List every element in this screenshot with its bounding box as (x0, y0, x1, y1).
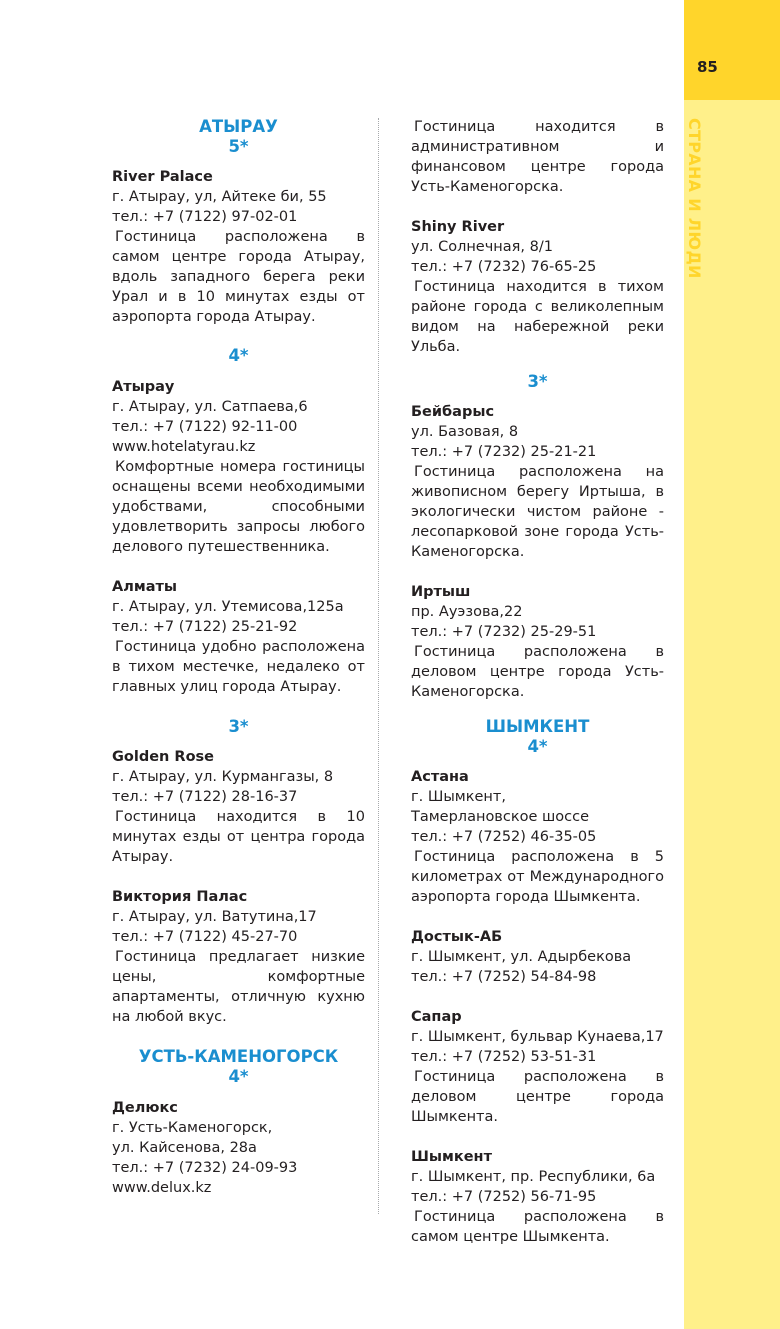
hotel-name: Бейбарыс (411, 404, 495, 420)
info-line: тел.: +7 (7122) 45-27-70 (112, 929, 298, 945)
info-line: г. Шымкент, (411, 789, 506, 805)
info-line: тел.: +7 (7252) 46-35-05 (411, 829, 597, 845)
section-heading: ШЫМКЕНТ (485, 717, 590, 736)
info-line: www.delux.kz (112, 1180, 212, 1196)
section-title-vertical: СТРАНА И ЛЮДИ (685, 118, 704, 279)
info-line: г. Атырау, ул. Ватутина,17 (112, 909, 317, 925)
section-heading: УСТЬ-КАМЕНОГОРСК (138, 1047, 339, 1066)
hotel-description: Гостиница расположена в деловом центре города Шымкента. (411, 1069, 664, 1125)
info-line: www.hotelatyrau.kz (112, 439, 256, 455)
hotel-description: Гостиница предлагает низкие цены, комфортные апартаменты, отличную кухню на любой вкус. (112, 949, 365, 1025)
spacer (411, 757, 664, 767)
hotel-description: Гостиница удобно расположена в тихом местечке, недалеко от главных улиц города Атырау. (112, 639, 365, 695)
info-line: тел.: +7 (7232) 25-21-21 (411, 444, 597, 460)
info-line: тел.: +7 (7122) 97-02-01 (112, 209, 298, 225)
spacer (112, 557, 365, 577)
hotel-name: Астана (411, 769, 469, 785)
spacer (411, 392, 664, 402)
hotel-description: Гостиница расположена на живописном берегу Иртыша, в экологически чистом районе - лесопарковой зоне города Усть-Каменогорска. (411, 464, 664, 560)
hotel-name: Shiny River (411, 219, 505, 235)
info-line: ул. Солнечная, 8/1 (411, 239, 553, 255)
hotel-description: Гостиница расположена в 5 километрах от Международного аэропорта города Шымкента. (411, 849, 664, 905)
info-line: ул. Базовая, 8 (411, 424, 519, 440)
info-line: тел.: +7 (7252) 56-71-95 (411, 1189, 597, 1205)
info-line: г. Шымкент, пр. Республики, 6а (411, 1169, 656, 1185)
spacer (411, 197, 664, 217)
info-line: г. Атырау, ул. Утемисова,125а (112, 599, 344, 615)
info-line: г. Шымкент, ул. Адырбекова (411, 949, 632, 965)
hotel-name: Сапар (411, 1009, 462, 1025)
hotel-description: Гостиница находится в административном и финансовом центре города Усть-Каменогорска. (411, 119, 664, 195)
hotel-name: Golden Rose (112, 749, 215, 765)
info-line: Тамерлановское шоссе (411, 809, 589, 825)
spacer (411, 907, 664, 927)
info-line: пр. Ауэзова,22 (411, 604, 523, 620)
hotel-name: Алматы (112, 579, 177, 595)
info-line: г. Атырау, ул, Айтеке би, 55 (112, 189, 327, 205)
spacer (411, 1127, 664, 1147)
info-line: г. Атырау, ул. Сатпаева,6 (112, 399, 308, 415)
hotel-name: River Palace (112, 169, 213, 185)
hotel-description: Комфортные номера гостиницы оснащены всеми необходимыми удобствами, способными удовлетворить запросы любого делового путешественника. (112, 459, 365, 555)
section-heading: 4* (228, 1067, 249, 1086)
spacer (411, 702, 664, 717)
section-heading: 3* (527, 372, 548, 391)
section-heading: АТЫРАУ (199, 117, 278, 136)
right-column (411, 117, 664, 1247)
spacer (411, 562, 664, 582)
page-tab (684, 0, 780, 100)
hotel-description: Гостиница находится в тихом районе города с великолепным видом на набережной реки Ульба. (411, 279, 664, 355)
spacer (411, 987, 664, 1007)
info-line: тел.: +7 (7232) 25-29-51 (411, 624, 597, 640)
hotel-name: Шымкент (411, 1149, 492, 1165)
info-line: ул. Кайсенова, 28а (112, 1140, 257, 1156)
hotel-name: Достык-АБ (411, 929, 503, 945)
info-line: тел.: +7 (7252) 53-51-31 (411, 1049, 597, 1065)
info-line: г. Атырау, ул. Курмангазы, 8 (112, 769, 334, 785)
spacer (112, 737, 365, 747)
hotel-description: Гостиница расположена в деловом центре города Усть-Каменогорска. (411, 644, 664, 700)
info-line: тел.: +7 (7232) 24-09-93 (112, 1160, 298, 1176)
page-number: 85 (697, 58, 718, 76)
spacer (112, 366, 365, 377)
hotel-name: Иртыш (411, 584, 471, 600)
hotel-description: Гостиница находится в 10 минутах езды от центра города Атырау. (112, 809, 365, 865)
spacer (112, 1087, 365, 1098)
info-line: тел.: +7 (7252) 54-84-98 (411, 969, 597, 985)
info-line: г. Шымкент, бульвар Кунаева,17 (411, 1029, 664, 1045)
section-heading: 4* (527, 737, 548, 756)
spacer (112, 327, 365, 346)
spacer (112, 697, 365, 717)
spacer (112, 157, 365, 167)
hotel-name: Атырау (112, 379, 175, 395)
section-heading: 4* (228, 346, 249, 365)
hotel-name: Виктория Палас (112, 889, 248, 905)
info-line: тел.: +7 (7122) 92-11-00 (112, 419, 298, 435)
info-line: тел.: +7 (7122) 28-16-37 (112, 789, 298, 805)
info-line: тел.: +7 (7122) 25-21-92 (112, 619, 298, 635)
hotel-description: Гостиница расположена в самом центре Шымкента. (411, 1209, 664, 1245)
hotel-description: Гостиница расположена в самом центре города Атырау, вдоль западного берега реки Урал и в 10 минутах езды от аэропорта города Атырау. (112, 229, 365, 325)
spacer (411, 357, 664, 372)
section-heading: 3* (228, 717, 249, 736)
info-line: г. Усть-Каменогорск, (112, 1120, 273, 1136)
info-line: тел.: +7 (7232) 76-65-25 (411, 259, 597, 275)
section-heading: 5* (228, 137, 249, 156)
hotel-name: Делюкс (112, 1100, 178, 1116)
spacer (112, 867, 365, 887)
left-column (112, 117, 365, 1198)
spacer (112, 1027, 365, 1047)
